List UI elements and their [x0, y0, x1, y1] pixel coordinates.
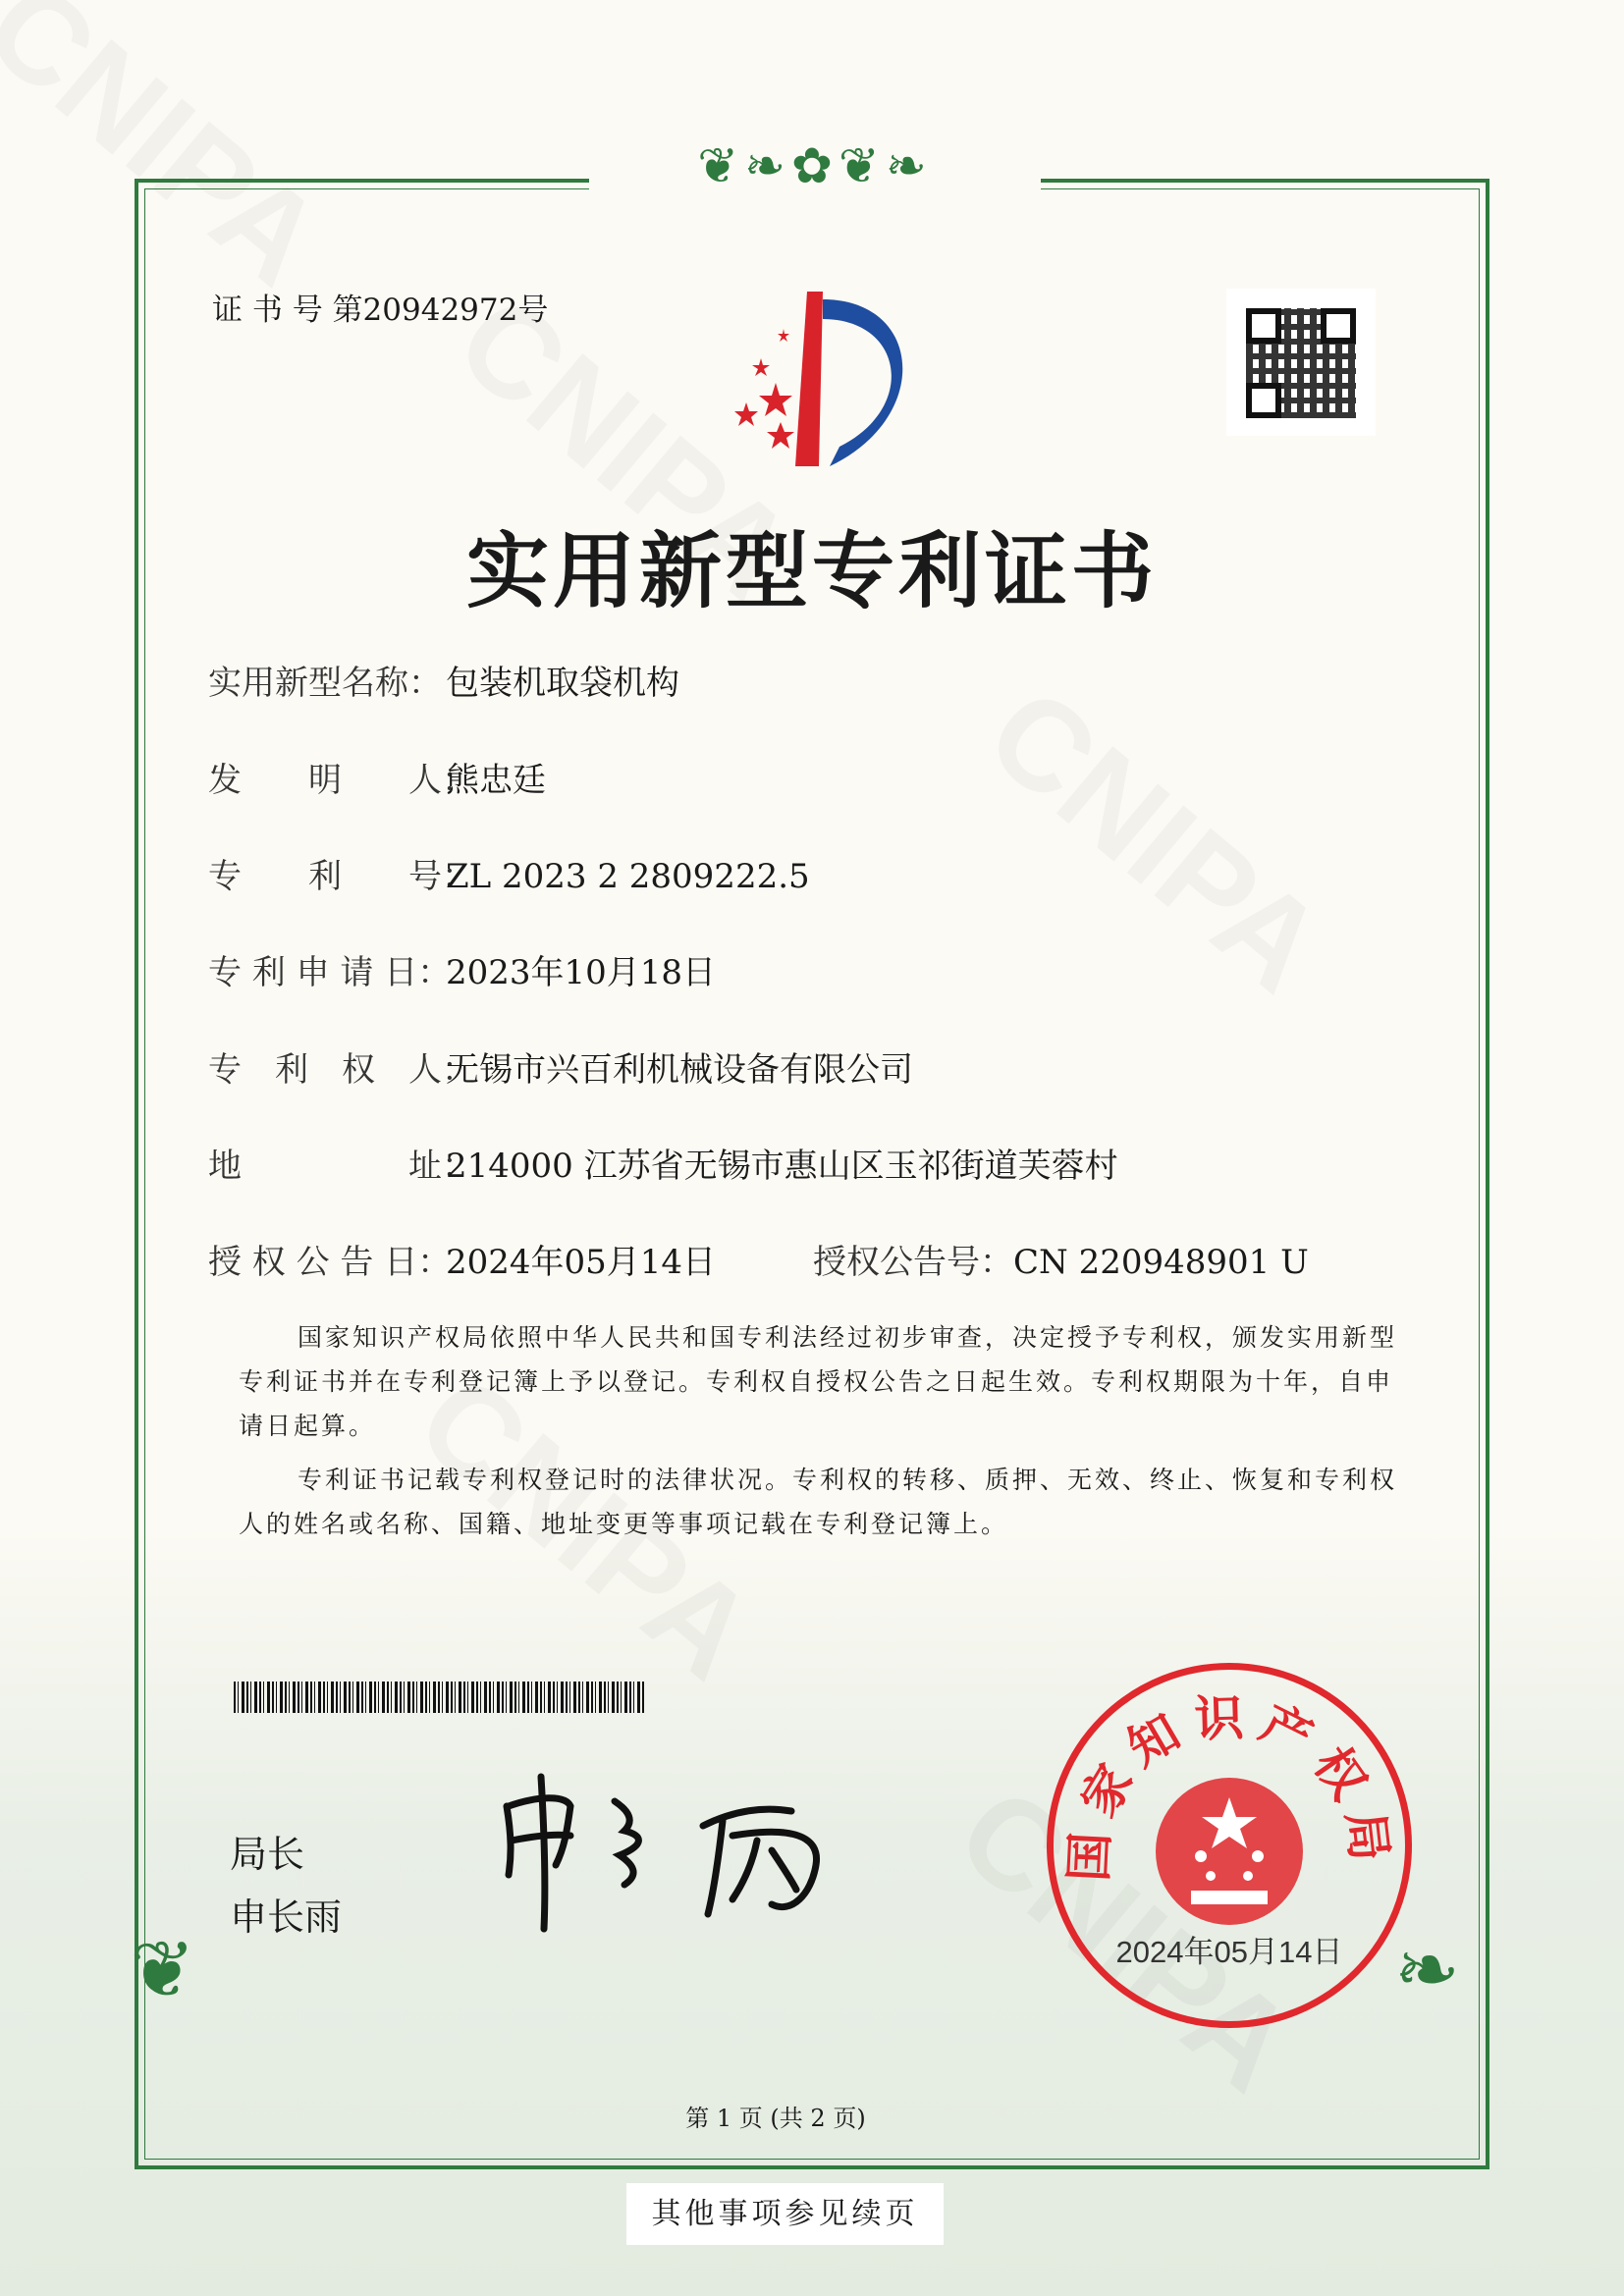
page-number: 第 1 页 (共 2 页) [685, 2105, 866, 2132]
field-row-filing-date [208, 945, 716, 993]
cnipa-logo-icon [697, 290, 943, 471]
barcode [234, 1682, 644, 1713]
field-label: 专 利 权 人： [208, 1050, 475, 1090]
field-row-patent-number [208, 849, 810, 897]
field-row-grant-date [208, 1235, 716, 1283]
corner-ornament-icon: ❧ [1394, 1924, 1461, 2015]
field-row-name [208, 656, 679, 704]
signature [497, 1767, 840, 1934]
official-name: 申长雨 [230, 1896, 343, 1939]
field-row-address [208, 1139, 1118, 1187]
field-value: 2023年10月18日 [446, 953, 717, 992]
official-seal [1047, 1663, 1412, 2028]
legal-text [239, 1315, 1417, 1556]
paragraph: 国家知识产权局依照中华人民共和国专利法经过初步审查，决定授予专利权，颁发实用新型专利证书并在专利登记簿上予以登记。专利权自授权公告之日起生效。专利权期限为十年，自申请日起算。 [239, 1323, 1398, 1440]
seal-date: 2024年05月14日 [1115, 1935, 1343, 1969]
field-value: ZL 2023 2 2809222.5 [446, 857, 810, 896]
field-label: 授 权 公 告 日： [208, 1243, 452, 1282]
field-value: 包装机取袋机构 [446, 664, 679, 703]
field-row-patentee [208, 1042, 913, 1091]
certificate-number: 证 书 号 第20942972号 [212, 293, 549, 328]
field-label: 实用新型名称： [208, 664, 442, 703]
qr-code [1226, 289, 1376, 436]
field-value: 214000 江苏省无锡市惠山区玉祁街道芙蓉村 [446, 1147, 1118, 1186]
corner-ornament-icon: ❦ [130, 1924, 196, 2015]
official-title: 局长 [230, 1833, 305, 1876]
field-value: 熊忠廷 [446, 761, 546, 800]
field-label: 发 明 人： [208, 761, 475, 800]
field-row-inventor [208, 753, 546, 801]
field-value: 2024年05月14日 [446, 1243, 717, 1282]
field-label: 专 利 号： [208, 857, 475, 896]
page-title: 实用新型专利证书 [465, 522, 1158, 619]
continuation-note: 其他事项参见续页 [626, 2183, 944, 2245]
seal-text: 国家知识产权局 [1058, 1687, 1401, 1884]
field-value: CN 220948901 U [1013, 1243, 1309, 1282]
field-row-announcement-number [813, 1235, 1309, 1283]
top-ornament-icon: ❦❧✿❦❧ [589, 137, 1041, 194]
field-label: 专 利 申 请 日： [208, 953, 452, 992]
paragraph: 专利证书记载专利权登记时的法律状况。专利权的转移、质押、无效、终止、恢复和专利权人的姓名或名称、国籍、地址变更等事项记载在专利登记簿上。 [239, 1466, 1398, 1538]
field-label: 地 址： [208, 1147, 475, 1186]
field-label: 授权公告号： [813, 1243, 1013, 1282]
field-value: 无锡市兴百利机械设备有限公司 [446, 1050, 913, 1090]
